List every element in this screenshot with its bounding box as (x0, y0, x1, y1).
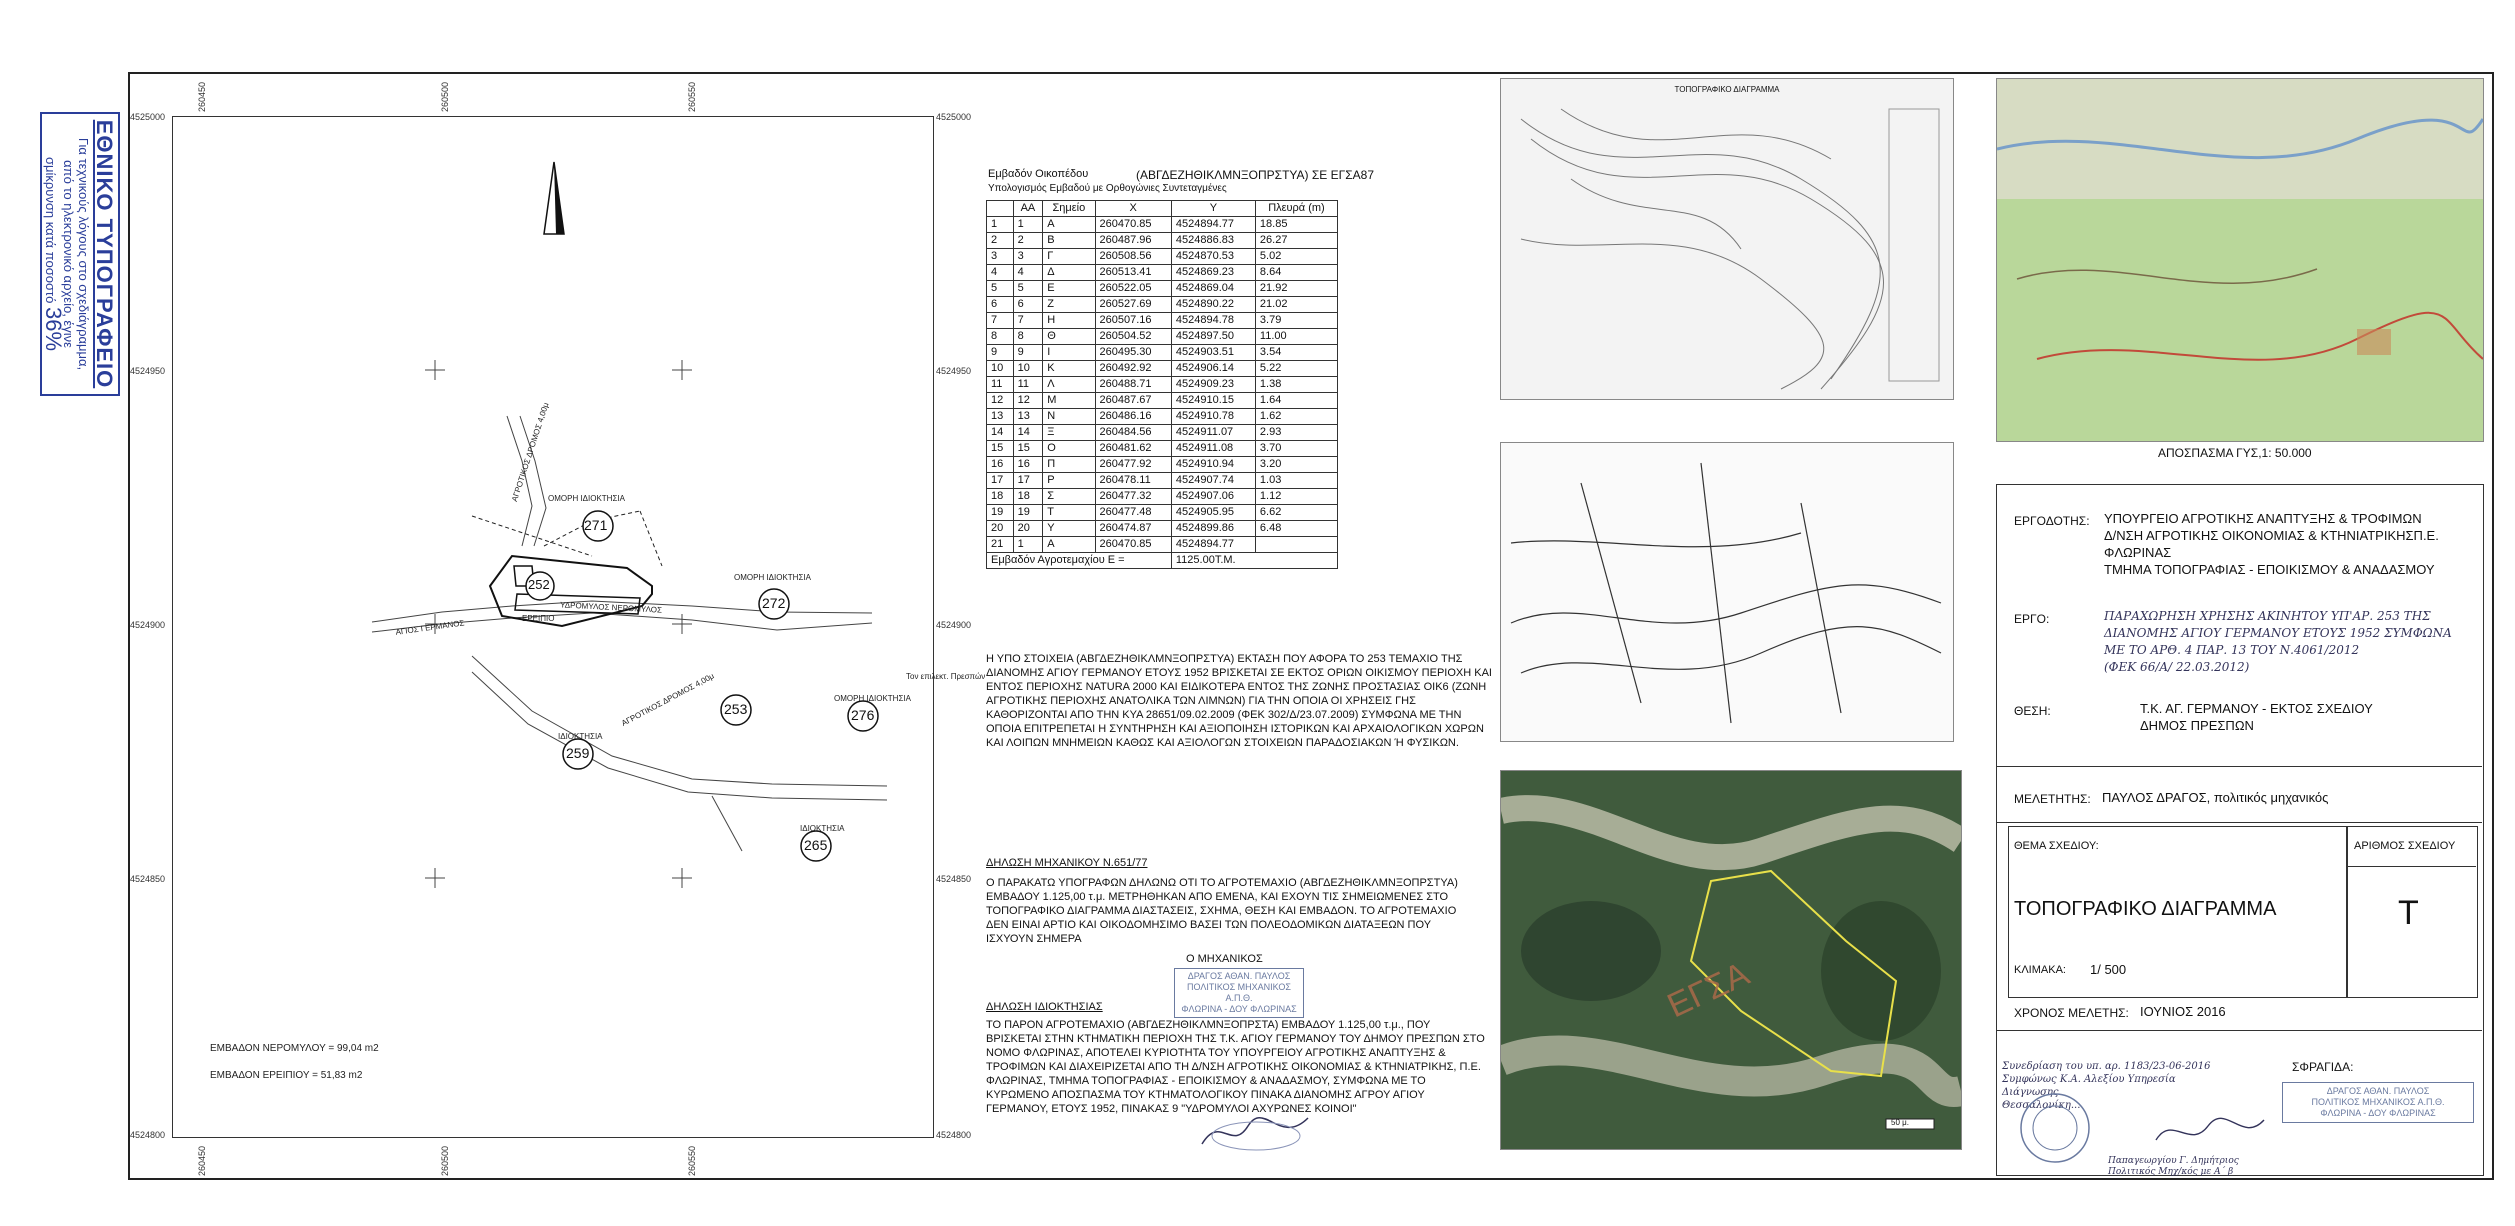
table-cell: 5.02 (1255, 249, 1337, 265)
handwritten-1: Συνεδρίαση του υπ. αρ. 1183/23-06-2016 (2002, 1061, 2211, 1072)
th-x: X (1095, 201, 1171, 217)
stamp-eng-line-2: ΠΟΛΙΤΙΚΟΣ ΜΗΧΑΝΙΚΟΣ Α.Π.Θ. (1187, 982, 1291, 1003)
engineer-signature (1196, 1106, 1316, 1156)
project-line-2: ΔΙΑΝΟΜΗΣ ΑΓΙΟΥ ΓΕΡΜΑΝΟΥ ΕΤΟΥΣ 1952 ΣΥΜΦΩΝΑ (2104, 626, 2452, 640)
project-line-3: ΜΕ ΤΟ ΑΡΘ. 4 ΠΑΡ. 13 ΤΟΥ Ν.4061/2012 (2104, 643, 2360, 657)
table-cell: Θ (1043, 329, 1095, 345)
number-value: Τ (2398, 894, 2419, 932)
table-cell: 9 (987, 345, 1014, 361)
table-cell: 7 (987, 313, 1014, 329)
table-cell: Ρ (1043, 473, 1095, 489)
table-cell: Ν (1043, 409, 1095, 425)
table-cell (1255, 537, 1337, 553)
table-cell: 260488.71 (1095, 377, 1171, 393)
client-label: ΕΡΓΟΔΟΤΗΣ: (2014, 514, 2090, 528)
table-cell: 8 (987, 329, 1014, 345)
table-row (987, 345, 1338, 361)
time-label: ΧΡΟΝΟΣ ΜΕΛΕΤΗΣ: (2014, 1006, 2129, 1020)
table-cell: 2 (987, 233, 1014, 249)
tb-divider-1 (1996, 766, 2482, 767)
parcel-271: 271 (584, 517, 608, 533)
stamp-line-2: από το ηλεκτρονικό αρχείο, έγινε (61, 160, 76, 348)
topographic-diagram-image (1500, 78, 1954, 400)
th-aa: ΑΑ (1013, 201, 1043, 217)
table-cell: 4524910.15 (1171, 393, 1255, 409)
aerial-photo (1500, 770, 1962, 1150)
table-cell: 260477.48 (1095, 505, 1171, 521)
table-cell: 260481.62 (1095, 441, 1171, 457)
table-cell: 4524890.22 (1171, 297, 1255, 313)
topo-contours (1501, 79, 1953, 399)
coord-top-2: 260500 (440, 81, 450, 112)
stamp-percent: 36% (41, 306, 66, 352)
seal-label: ΣΦΡΑΓΙΔΑ: (2292, 1060, 2354, 1074)
table-row (987, 393, 1338, 409)
table-cell: 260504.52 (1095, 329, 1171, 345)
label-idiok-2: ΙΔΙΟΚΤΗΣΙΑ (800, 824, 845, 833)
table-cell: 4524911.08 (1171, 441, 1255, 457)
stamp2-line-1: ΔΡΑΓΟΣ ΑΘΑΝ. ΠΑΥΛΟΣ (2326, 1086, 2430, 1096)
location-block (2140, 700, 2373, 734)
cadastral-map-image (1500, 442, 1954, 742)
label-omori-1: ΟΜΟΡΗ ΙΔΙΟΚΤΗΣΙΑ (548, 494, 625, 503)
table-row (987, 249, 1338, 265)
table-cell: 17 (987, 473, 1014, 489)
table-cell: 260492.92 (1095, 361, 1171, 377)
table-cell: 11 (1013, 377, 1043, 393)
label-road-2: ΑΓΡΟΤΙΚΟΣ ΔΡΟΜΟΣ 4,00μ (620, 671, 716, 728)
table-cell: 4524907.74 (1171, 473, 1255, 489)
table-cell: 13 (987, 409, 1014, 425)
location-line-2: ΔΗΜΟΣ ΠΡΕΣΠΩΝ (2140, 718, 2254, 733)
bottom-sig-2: Πολιτικός Μηχ/κός με Α΄ β (2108, 1167, 2234, 1177)
coord-bottom-3: 260550 (687, 1145, 697, 1176)
label-omori-3: ΟΜΟΡΗ ΙΔΙΟΚΤΗΣΙΑ (834, 694, 911, 703)
parcel-265: 265 (804, 837, 828, 853)
coord-bottom-2: 260500 (440, 1145, 450, 1176)
parcel-252: 252 (528, 577, 550, 592)
location-label: ΘΕΣΗ: (2014, 704, 2051, 718)
coord-right-5: 4524800 (936, 1130, 972, 1140)
table-cell: Π (1043, 457, 1095, 473)
project-line-4: (ΦΕΚ 66/Α/ 22.03.2012) (2104, 660, 2250, 674)
table-cell: 16 (987, 457, 1014, 473)
table-title-right: (ΑΒΓΔΕΖΗΘΙΚΛΜΝΞΟΠΡΣΤΥΑ) ΣΕ ΕΓΣΑ87 (1136, 168, 1375, 182)
table-row (987, 361, 1338, 377)
coordinates-table (986, 200, 1338, 569)
coord-right-3: 4524900 (936, 620, 972, 630)
zoning-note: Η ΥΠΟ ΣΤΟΙΧΕΙΑ (ΑΒΓΔΕΖΗΘΙΚΛΜΝΞΟΠΡΣΤΥΑ) ΕΚΤΑΣΗ ΠΟΥ ΑΦΟΡΑ ΤΟ 253 ΤΕΜΑΧΙΟ ΤΗΣ ΔΙΑΝΟΜΗΣ ΑΓΙΟΥ ΓΕΡΜΑΝΟΥ ΕΤΟΥΣ 1952 ΒΡΙΣΚΕΤΑΙ ΣΕ ΕΚΤΟΣ ΟΡΙΩΝ ΟΙΚΙΣΜΟΥ ΠΕΡΙΟΧΗ ΚΑΙ ΕΝΤΟΣ ΠΕΡΙΟΧΗΣ NATURA 2000 ΚΑΙ ΕΙΔΙΚΟΤΕΡΑ ΕΝΤΟΣ ΤΗΣ ΖΩΝΗΣ ΠΡΟΣΤΑΣΙΑΣ ΟΙΚ6 (ΖΩΝΗ ΑΓΡΟΤΙΚΗΣ ΠΕΡΙΟΧΗΣ ΑΝΑΤΟΛΙΚΑ ΤΩΝ ΛΙΜΝΩΝ) ΓΙΑ ΤΗΝ ΟΠΟΙΑ ΟΙ ΧΡΗΣΕΙΣ ΓΗΣ ΚΑΘΟΡΙΖΟΝΤΑΙ ΑΠΟ ΤΗΝ ΚΥΑ 28651/09.02.2009 (ΦΕΚ 302/Δ/23.07.2009) ΣΥΜΦΩΝΑ ΜΕ ΤΗΝ ΟΠΟΙΑ ΕΠΙΤΡΕΠΕΤΑΙ Η ΣΥΝΤΗΡΗΣΗ ΚΑΙ ΑΞΙΟΠΟΙΗΣΗ ΙΣΤΟΡΙΚΩΝ ΚΑΙ ΑΡΧΑΙΟΛΟΓΙΚΩΝ ΧΩΡΩΝ ΚΑΙ ΛΟΙΠΩΝ ΜΝΗΜΕΙΩΝ ΚΑΘΩΣ ΚΑΙ ΑΞΙΟΛΟΓΩΝ ΣΤΟΙΧΕΙΩΝ ΠΑΡΑΔΟΣΙΑΚΩΝ Ή ΦΥΣΙΚΩΝ. (986, 653, 1492, 749)
coord-left-5: 4524800 (130, 1130, 166, 1140)
north-arrow-icon (544, 162, 564, 234)
official-round-seal (2000, 1088, 2110, 1168)
extract-map (1997, 79, 2483, 441)
table-cell: 11 (987, 377, 1014, 393)
table-cell: 15 (1013, 441, 1043, 457)
table-cell: 21.02 (1255, 297, 1337, 313)
table-cell: 5.22 (1255, 361, 1337, 377)
label-to-prespes: Τον επιλεκτ. Πρεσπών (906, 672, 986, 681)
table-cell: 260486.16 (1095, 409, 1171, 425)
table-row (987, 377, 1338, 393)
coord-right-2: 4524950 (936, 366, 972, 376)
table-cell: 260522.05 (1095, 281, 1171, 297)
coord-bottom-1: 260450 (197, 1145, 207, 1176)
table-cell: 1 (1013, 217, 1043, 233)
project-label: ΕΡΓΟ: (2014, 612, 2050, 626)
table-cell: 4524910.94 (1171, 457, 1255, 473)
table-cell: 4524903.51 (1171, 345, 1255, 361)
aerial-scale: 50 μ. (1891, 1118, 1909, 1127)
table-row (987, 457, 1338, 473)
table-cell: 260477.32 (1095, 489, 1171, 505)
table-cell: 260474.87 (1095, 521, 1171, 537)
area-label: Εμβαδόν Αγροτεμαχίου Ε = (987, 553, 1172, 569)
parcel-272: 272 (762, 595, 786, 611)
coord-right-1: 4525000 (936, 112, 972, 122)
table-cell: 260495.30 (1095, 345, 1171, 361)
table-cell: 12 (987, 393, 1014, 409)
table-cell: 4524894.77 (1171, 217, 1255, 233)
table-cell: 16 (1013, 457, 1043, 473)
coord-right-4: 4524850 (936, 874, 972, 884)
table-cell: Ε (1043, 281, 1095, 297)
coord-top-3: 260550 (687, 81, 697, 112)
table-cell: 3.54 (1255, 345, 1337, 361)
label-neromylos: ΥΔΡΟΜΥΛΟΣ ΝΕΡΟΜΥΛΟΣ (559, 600, 663, 615)
coord-left-2: 4524950 (130, 366, 166, 376)
table-row (987, 281, 1338, 297)
table-cell: Τ (1043, 505, 1095, 521)
table-cell: 10 (1013, 361, 1043, 377)
table-cell: 4524886.83 (1171, 233, 1255, 249)
table-cell: Σ (1043, 489, 1095, 505)
table-row (987, 425, 1338, 441)
table-row (987, 537, 1338, 553)
table-cell: 18 (987, 489, 1014, 505)
table-row (987, 441, 1338, 457)
table-cell: Α (1043, 217, 1095, 233)
table-cell: Α (1043, 537, 1095, 553)
stamp2-line-2: ΠΟΛΙΤΙΚΟΣ ΜΗΧΑΝΙΚΟΣ Α.Π.Θ. (2311, 1097, 2445, 1107)
table-cell: Ξ (1043, 425, 1095, 441)
label-road-3: ΑΓΙΟΣ ΓΕΡΜΑΝΟΣ (395, 618, 465, 637)
scale-value: 1/ 500 (2090, 962, 2127, 977)
table-cell: Η (1043, 313, 1095, 329)
table-cell: 17 (1013, 473, 1043, 489)
site-plan-drawing (172, 116, 932, 1136)
table-cell: 4524911.07 (1171, 425, 1255, 441)
table-cell: Μ (1043, 393, 1095, 409)
stamp2-line-3: ΦΛΩΡΙΝΑ - ΔΟΥ ΦΛΩΡΙΝΑΣ (2320, 1108, 2436, 1118)
table-cell: 21 (987, 537, 1014, 553)
coord-left-1: 4525000 (130, 112, 166, 122)
th-blank (987, 201, 1014, 217)
table-cell: 3.79 (1255, 313, 1337, 329)
table-row (987, 217, 1338, 233)
coordinates-table-body (987, 217, 1338, 569)
table-cell: 1.62 (1255, 409, 1337, 425)
table-cell: 1.64 (1255, 393, 1337, 409)
table-cell: 5 (987, 281, 1014, 297)
parcel-276: 276 (851, 707, 875, 723)
table-cell: 5 (1013, 281, 1043, 297)
coord-top-1: 260450 (197, 81, 207, 112)
area-ruin: ΕΜΒΑΔΟΝ ΕΡΕΙΠΙΟΥ = 51,83 m2 (210, 1070, 363, 1081)
table-cell: 4524869.23 (1171, 265, 1255, 281)
engineer-stamp (1174, 968, 1304, 1018)
table-cell: 260470.85 (1095, 537, 1171, 553)
table-cell: 20 (1013, 521, 1043, 537)
table-cell: 4524897.50 (1171, 329, 1255, 345)
table-cell: 14 (1013, 425, 1043, 441)
topographic-extract-image (1996, 78, 2484, 442)
table-cell: 4 (1013, 265, 1043, 281)
project-line-1: ΠΑΡΑΧΩΡΗΣΗ ΧΡΗΣΗΣ ΑΚΙΝΗΤΟΥ ΥΠ'ΑΡ. 253 ΤΗΣ (2104, 609, 2431, 623)
engineer-decl-body: Ο ΠΑΡΑΚΑΤΩ ΥΠΟΓΡΑΦΩΝ ΔΗΛΩΝΩ ΟΤΙ ΤΟ ΑΓΡΟΤΕΜΑΧΙΟ (ΑΒΓΔΕΖΗΘΙΚΛΜΝΞΟΠΡΣΤΥΑ) ΕΜΒΑΔΟΥ 1.125,00 τ.μ. ΜΕΤΡΗΘΗΚΑΝ ΑΠΟ ΕΜΕΝΑ, ΚΑΙ ΕΧΟΥΝ ΤΙΣ ΣΗΜΕΙΩΜΕΝΕΣ ΣΤΟ ΤΟΠΟΓΡΑΦΙΚΟ ΔΙΑΓΡΑΜΜΑ ΔΙΑΣΤΑΣΕΙΣ, ΣΧΗΜΑ, ΘΕΣΗ ΚΑΙ ΕΜΒΑΔΟΝ. ΤΟ ΑΓΡΟΤΕΜΑΧΙΟ ΔΕΝ ΕΙΝΑΙ ΑΡΤΙΟ ΚΑΙ ΟΙΚΟΔΟΜΗΣΙΜΟ ΒΑΣΕΙ ΤΩΝ ΠΟΛΕΟΔΟΜΙΚΩΝ ΔΙΑΤΑΞΕΩΝ ΠΟΥ ΙΣΧΥΟΥΝ ΣΗΜΕΡΑ (986, 877, 1458, 945)
stamp-title: ΕΘΝΙΚΟ ΤΥΠΟΓΡΑΦΕΙΟ (92, 119, 117, 389)
topo-title: ΤΟΠΟΓΡΑΦΙΚΟ ΔΙΑΓΡΑΜΜΑ (1674, 85, 1780, 94)
table-cell: 4524894.77 (1171, 537, 1255, 553)
table-cell: 4524910.78 (1171, 409, 1255, 425)
table-cell: 260513.41 (1095, 265, 1171, 281)
handwritten-3: Θεσσαλονίκη... (2002, 1100, 2081, 1111)
table-cell: 4524870.53 (1171, 249, 1255, 265)
table-cell: Ι (1043, 345, 1095, 361)
table-cell: 260487.96 (1095, 233, 1171, 249)
table-row (987, 521, 1338, 537)
table-cell: 21.92 (1255, 281, 1337, 297)
coord-left-3: 4524900 (130, 620, 166, 630)
table-cell: Ζ (1043, 297, 1095, 313)
table-cell: 19 (1013, 505, 1043, 521)
cadastral-lines (1501, 443, 1953, 741)
table-cell: Β (1043, 233, 1095, 249)
table-cell: 6.62 (1255, 505, 1337, 521)
location-line-1: Τ.Κ. ΑΓ. ΓΕΡΜΑΝΟΥ - ΕΚΤΟΣ ΣΧΕΔΙΟΥ (2140, 701, 2373, 716)
printing-office-stamp (40, 112, 120, 396)
table-cell: 2.93 (1255, 425, 1337, 441)
table-row (987, 489, 1338, 505)
table-cell: 2 (1013, 233, 1043, 249)
table-row (987, 409, 1338, 425)
aerial-label: ΕΓΣΑ (1661, 954, 1755, 1026)
theme-value: ΤΟΠΟΓΡΑΦΙΚΟ ΔΙΑΓΡΑΜΜΑ (2014, 898, 2277, 920)
table-cell: 1.03 (1255, 473, 1337, 489)
table-cell: 26.27 (1255, 233, 1337, 249)
table-cell: 6 (987, 297, 1014, 313)
time-value: ΙΟΥΝΙΟΣ 2016 (2140, 1004, 2226, 1019)
parcel-253: 253 (724, 701, 748, 717)
table-cell: 18 (1013, 489, 1043, 505)
client-line-3: ΦΛΩΡΙΝΑΣ (2104, 545, 2172, 560)
table-row (987, 313, 1338, 329)
table-cell: 260470.85 (1095, 217, 1171, 233)
table-cell: 20 (987, 521, 1014, 537)
area-value: 1125.00Τ.Μ. (1171, 553, 1337, 569)
label-omori-2: ΟΜΟΡΗ ΙΔΙΟΚΤΗΣΙΑ (734, 573, 811, 582)
table-cell: 6.48 (1255, 521, 1337, 537)
scale-label: ΚΛΙΜΑΚΑ: (2014, 964, 2066, 976)
table-cell: 10 (987, 361, 1014, 377)
table-cell: 3 (1013, 249, 1043, 265)
table-cell: 4 (987, 265, 1014, 281)
table-row (987, 329, 1338, 345)
table-cell: Υ (1043, 521, 1095, 537)
client-line-1: ΥΠΟΥΡΓΕΙΟ ΑΓΡΟΤΙΚΗΣ ΑΝΑΠΤΥΞΗΣ & ΤΡΟΦΙΜΩΝ (2104, 511, 2422, 526)
table-cell: 260527.69 (1095, 297, 1171, 313)
table-row (987, 505, 1338, 521)
client-block (2104, 510, 2439, 578)
label-idiok-1: ΙΔΙΟΚΤΗΣΙΑ (558, 732, 603, 741)
stamp-eng-line-1: ΔΡΑΓΟΣ ΑΘΑΝ. ΠΑΥΛΟΣ (1187, 971, 1291, 981)
table-cell: 7 (1013, 313, 1043, 329)
table-cell: Γ (1043, 249, 1095, 265)
area-water-mill: ΕΜΒΑΔΟΝ ΝΕΡΟΜΥΛΟΥ = 99,04 m2 (210, 1043, 379, 1054)
th-y: Y (1171, 201, 1255, 217)
table-cell: 4524905.95 (1171, 505, 1255, 521)
tb-divider-3 (1996, 1030, 2482, 1031)
table-cell: 4524894.78 (1171, 313, 1255, 329)
table-row (987, 297, 1338, 313)
owner-decl-body: ΤΟ ΠΑΡΟΝ ΑΓΡΟΤΕΜΑΧΙΟ (ΑΒΓΔΕΖΗΘΙΚΛΜΝΞΟΠΡΣΤΑ) ΕΜΒΑΔΟΥ 1.125,00 τ.μ., ΠΟΥ ΒΡΙΣΚΕΤΑΙ ΣΤΗΝ ΚΤΗΜΑΤΙΚΗ ΠΕΡΙΟΧΗ ΤΗΣ Τ.Κ. ΑΓΙΟΥ ΓΕΡΜΑΝΟΥ ΤΟΥ ΔΗΜΟΥ ΠΡΕΣΠΩΝ ΣΤΟ ΝΟΜΟ ΦΛΩΡΙΝΑΣ, ΑΠΟΤΕΛΕΙ ΚΥΡΙΟΤΗΤΑ ΤΟΥ ΥΠΟΥΡΓΕΙΟΥ ΑΓΡΟΤΙΚΗΣ ΑΝΑΠΤΥΞΗΣ & ΤΡΟΦΙΜΩΝ ΚΑΙ ΔΙΑΧΕΙΡΙΖΕΤΑΙ ΑΠΟ ΤΗ Δ/ΝΣΗ ΑΓΡΟΤΙΚΗΣ ΟΙΚΟΝΟΜΙΑΣ & ΚΤΗΝΙΑΤΡΙΚΗΣ, Π.Ε. ΦΛΩΡΙΝΑΣ, ΤΜΗΜΑ ΤΟΠΟΓΡΑΦΙΑΣ - ΕΠΟΙΚΙΣΜΟΥ & ΑΝΑΔΑΣΜΟΥ, ΣΥΜΦΩΝΑ ΜΕ ΤΟ ΚΥΡΩΜΕΝΟ ΑΠΟΣΠΑΣΜΑ ΤΟΥ ΚΤΗΜΑΤΟΛΟΓΙΚΟΥ ΠΙΝΑΚΑ ΔΙΑΝΟΜΗΣ ΑΓΡΟΥ ΑΓΙΟΥ ΓΕΡΜΑΝΟΥ, ΕΤΟΥΣ 1952, ΠΙΝΑΚΑΣ 9 "ΥΔΡΟΜΥΛΟΙ ΑΧΥΡΩΝΕΣ ΚΟΙΝΟΙ" (986, 1019, 1485, 1115)
stamp-line-3: σμίκρυνση κατά ποσοστό (43, 156, 58, 304)
client-line-4: ΤΜΗΜΑ ΤΟΠΟΓΡΑΦΙΑΣ - ΕΠΟΙΚΙΣΜΟΥ & ΑΝΑΔΑΣΜΟΥ (2104, 562, 2435, 577)
number-divider (2346, 866, 2476, 867)
table-cell: 4524909.23 (1171, 377, 1255, 393)
stamp-eng-line-3: ΦΛΩΡΙΝΑ - ΔΟΥ ΦΛΩΡΙΝΑΣ (1181, 1004, 1297, 1014)
table-cell: 18.85 (1255, 217, 1337, 233)
table-cell: 3.20 (1255, 457, 1337, 473)
engineer-stamp-2 (2282, 1082, 2474, 1123)
extract-caption: ΑΠΟΣΠΑΣΜΑ ΓΥΣ,1: 50.000 (2158, 446, 2312, 460)
table-cell: Ο (1043, 441, 1095, 457)
study-value: ΠΑΥΛΟΣ ΔΡΑΓΟΣ, πολιτικός μηχανικός (2102, 790, 2329, 805)
table-cell: 8.64 (1255, 265, 1337, 281)
number-label: ΑΡΙΘΜΟΣ ΣΧΕΔΙΟΥ (2354, 840, 2456, 852)
table-cell: 4524899.86 (1171, 521, 1255, 537)
stamp-line-1: Για τεχνικούς λόγους στο σχεδιάγραμμα, (76, 137, 91, 371)
table-cell: 260477.92 (1095, 457, 1171, 473)
label-road-1: ΑΓΡΟΤΙΚΟΣ ΔΡΟΜΟΣ 4,00μ (510, 401, 551, 503)
table-cell: 260508.56 (1095, 249, 1171, 265)
table-title: Εμβαδόν Οικοπέδου (988, 168, 1089, 180)
table-cell: 260478.11 (1095, 473, 1171, 489)
label-ereipio: ΕΡΕΙΠΙΟ (522, 614, 555, 623)
table-cell: 15 (987, 441, 1014, 457)
table-cell: 12 (1013, 393, 1043, 409)
table-cell: Δ (1043, 265, 1095, 281)
parcel-259: 259 (566, 745, 590, 761)
table-cell: Κ (1043, 361, 1095, 377)
project-block (2104, 608, 2452, 676)
th-point: Σημείο (1043, 201, 1095, 217)
table-cell: Λ (1043, 377, 1095, 393)
coord-left-4: 4524850 (130, 874, 166, 884)
table-cell: 4524869.04 (1171, 281, 1255, 297)
client-line-2: Δ/ΝΣΗ ΑΓΡΟΤΙΚΗΣ ΟΙΚΟΝΟΜΙΑΣ & ΚΤΗΝΙΑΤΡΙΚΗΣΠ.Ε. (2104, 528, 2439, 543)
table-cell: 260487.67 (1095, 393, 1171, 409)
table-cell: 13 (1013, 409, 1043, 425)
table-cell: 260484.56 (1095, 425, 1171, 441)
table-row (987, 233, 1338, 249)
table-cell: 8 (1013, 329, 1043, 345)
table-cell: 1.12 (1255, 489, 1337, 505)
tb-divider-2 (1996, 822, 2482, 823)
handwritten-2: Συμφώνως Κ.Α. Αλεξίου Υπηρεσία Διάγνωσης (2002, 1074, 2176, 1098)
table-cell: 11.00 (1255, 329, 1337, 345)
table-cell: 4524907.06 (1171, 489, 1255, 505)
table-cell: 4524906.14 (1171, 361, 1255, 377)
table-cell: 6 (1013, 297, 1043, 313)
signature-official (2150, 1110, 2270, 1154)
owner-decl-title: ΔΗΛΩΣΗ ΙΔΙΟΚΤΗΣΙΑΣ (986, 1001, 1103, 1013)
table-cell: 3 (987, 249, 1014, 265)
table-row (987, 473, 1338, 489)
theme-label: ΘΕΜΑ ΣΧΕΔΙΟΥ: (2014, 840, 2099, 852)
table-cell: 1.38 (1255, 377, 1337, 393)
th-side: Πλευρά (m) (1255, 201, 1337, 217)
table-subtitle: Υπολογισμός Εμβαδού με Ορθογώνιες Συντεταγμένες (988, 183, 1227, 194)
table-cell: 3.70 (1255, 441, 1337, 457)
table-area-row (987, 553, 1338, 569)
table-row (987, 265, 1338, 281)
bottom-sig-1: Παπαγεωργίου Γ. Δημήτριος (2108, 1156, 2239, 1166)
study-label: ΜΕΛΕΤΗΤΗΣ: (2014, 792, 2091, 806)
table-cell: 260507.16 (1095, 313, 1171, 329)
table-cell: 1 (987, 217, 1014, 233)
table-cell: 19 (987, 505, 1014, 521)
engineer-decl-title: ΔΗΛΩΣΗ ΜΗΧΑΝΙΚΟΥ Ν.651/77 (986, 857, 1148, 869)
table-cell: 9 (1013, 345, 1043, 361)
engineer-signer: Ο ΜΗΧΑΝΙΚΟΣ (1186, 953, 1263, 965)
table-cell: 1 (1013, 537, 1043, 553)
bottom-signature-block (2108, 1156, 2239, 1178)
table-cell: 14 (987, 425, 1014, 441)
